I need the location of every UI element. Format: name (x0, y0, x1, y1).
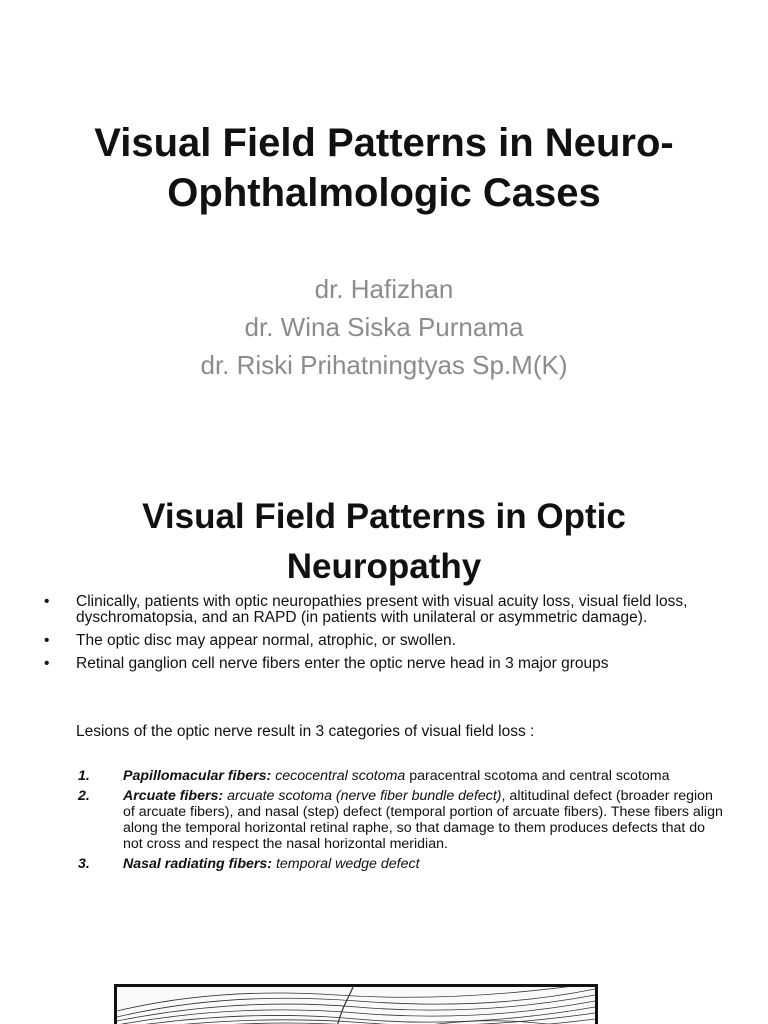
category-rest: , altitudinal defect (broader region of arcuate fibers), and nasal (step) defect (temporal portion of arcuate fibers). These fibers align along the temporal horizontal retinal raphe, so that damage to them produces defects that do not cross and respect the nasal horizontal meridian. (123, 788, 723, 852)
slide2-title-line2: Neuropathy (286, 547, 482, 586)
category-label: Nasal radiating fibers: (123, 856, 273, 872)
slide2-title-line1: Visual Field Patterns in Optic (142, 497, 626, 536)
bullet-icon: • (44, 632, 50, 649)
category-italic: arcuate scotoma (nerve fiber bundle defect) (227, 788, 502, 804)
slide1-title-line2: Ophthalmologic Cases (167, 171, 601, 215)
category-item (78, 788, 728, 852)
category-item (78, 856, 728, 872)
category-italic: cecocentral scotoma (275, 768, 406, 784)
category-number: 1. (78, 768, 90, 784)
category-number: 2. (78, 788, 90, 804)
author-2: dr. Wina Siska Purnama (244, 312, 524, 342)
category-label: Papillomacular fibers: (123, 768, 272, 784)
category-number: 3. (78, 856, 90, 872)
bullet-item (44, 633, 734, 649)
bullet-icon: • (44, 593, 50, 610)
bullet-text: The optic disc may appear normal, atrophic, or swollen. (76, 632, 456, 649)
slide2-title (0, 492, 768, 592)
slide1-title-line1: Visual Field Patterns in Neuro- (94, 121, 674, 165)
category-rest: paracentral scotoma and central scotoma (405, 768, 670, 784)
category-item (78, 768, 728, 784)
bullet-text: Retinal ganglion cell nerve fibers enter the optic nerve head in 3 major groups (76, 655, 609, 672)
retinal-nerve-fiber-icon (117, 987, 595, 1024)
author-list (0, 270, 768, 384)
bullet-icon: • (44, 655, 50, 672)
category-italic: temporal wedge defect (275, 856, 420, 872)
lesions-intro: Lesions of the optic nerve result in 3 categories of visual field loss : (76, 723, 535, 740)
author-1: dr. Hafizhan (314, 274, 454, 304)
category-label: Arcuate fibers: (123, 788, 224, 804)
category-list (78, 768, 728, 876)
bullet-item (44, 656, 734, 672)
slide1-title (0, 118, 768, 218)
bullet-text: Clinically, patients with optic neuropathies present with visual acuity loss, visual field loss, dyschromatopsia, and an RAPD (in patients with unilateral or asymmetric damage). (76, 593, 688, 626)
bullet-list (44, 594, 734, 679)
retinal-nerve-fiber-figure (114, 984, 598, 1024)
author-3: dr. Riski Prihatningtyas Sp.M(K) (200, 350, 568, 380)
bullet-item (44, 594, 734, 626)
